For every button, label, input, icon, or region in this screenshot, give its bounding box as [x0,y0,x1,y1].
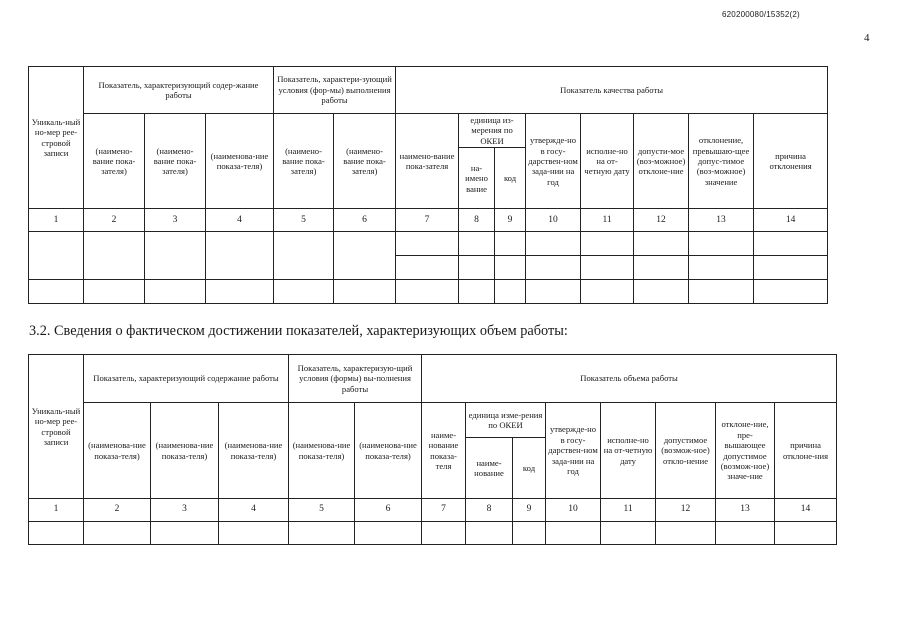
data-cell[interactable] [396,280,459,304]
data-cell[interactable] [754,280,828,304]
header-col-12: допустимое (возмож-ное) откло-нение [656,403,716,499]
column-number: 4 [206,209,274,232]
column-number: 14 [754,209,828,232]
column-number: 13 [716,499,775,522]
header-col-6: (наимено-вание пока-зателя) [334,114,396,209]
data-cell[interactable] [495,232,526,256]
header-col-8: на-имено вание [459,148,495,209]
column-number: 6 [355,499,422,522]
data-cell[interactable] [775,522,837,545]
column-number: 8 [466,499,513,522]
header-quality-indicator: Показатель качества работы [396,67,828,114]
column-number: 7 [396,209,459,232]
data-cell[interactable] [689,232,754,256]
column-number: 9 [495,209,526,232]
data-cell[interactable] [601,522,656,545]
header-content-indicator: Показатель, характеризующий содержание работы [84,355,289,403]
data-cell[interactable] [206,280,274,304]
data-cell[interactable] [754,232,828,256]
header-col-9: код [513,438,546,499]
header-volume-indicator: Показатель объема работы [422,355,837,403]
header-conditions-indicator: Показатель, характеризую-щий условия (формы) вы-полнения работы [289,355,422,403]
data-cell[interactable] [495,256,526,280]
header-conditions-indicator: Показатель, характери-зующий условия (фор-мы) выполнения работы [274,67,396,114]
column-number: 9 [513,499,546,522]
header-col-13: отклоне-ние, пре-вышающее допустимое (возмож-ное) значе-ние [716,403,775,499]
header-col-6: (наименова-ние показа-теля) [355,403,422,499]
data-cell[interactable] [634,232,689,256]
header-col-14: причина отклонения [754,114,828,209]
column-number: 2 [84,499,151,522]
data-cell[interactable] [716,522,775,545]
data-cell[interactable] [422,522,466,545]
data-cell[interactable] [581,280,634,304]
header-col-4: (наименова-ние показа-теля) [219,403,289,499]
column-number: 3 [151,499,219,522]
header-col-14: причина отклоне-ния [775,403,837,499]
header-col-13: отклонение, превышаю-щее допус-тимое (воз-можное) значение [689,114,754,209]
column-number: 14 [775,499,837,522]
header-col-10: утвержде-но в госу-дарствен-ном зада-нии на год [526,114,581,209]
data-cell[interactable] [274,232,334,280]
quality-indicators-table [28,66,828,304]
column-number: 13 [689,209,754,232]
header-col-3: (наименова-ние показа-теля) [151,403,219,499]
header-col-4: (наименова-ние показа-теля) [206,114,274,209]
header-col-5: (наименова-ние показа-теля) [289,403,355,499]
data-cell[interactable] [29,232,84,280]
header-col-7: наиме-нование показа-теля [422,403,466,499]
column-number: 12 [656,499,716,522]
data-cell[interactable] [151,522,219,545]
data-cell[interactable] [145,280,206,304]
data-cell[interactable] [526,256,581,280]
data-cell[interactable] [513,522,546,545]
data-cell[interactable] [84,522,151,545]
data-cell[interactable] [689,256,754,280]
data-cell[interactable] [459,280,495,304]
data-cell[interactable] [656,522,716,545]
data-cell[interactable] [581,256,634,280]
page-number: 4 [864,32,870,44]
data-cell[interactable] [634,280,689,304]
volume-indicators-table [28,354,837,545]
data-cell[interactable] [581,232,634,256]
header-col-11: исполне-но на от-четную дату [581,114,634,209]
header-col-5: (наимено-вание пока-зателя) [274,114,334,209]
data-cell[interactable] [396,232,459,256]
data-cell[interactable] [459,232,495,256]
data-cell[interactable] [84,280,145,304]
column-number: 5 [289,499,355,522]
header-col-9: код [495,148,526,209]
header-col-8: наиме-нование [466,438,513,499]
data-cell[interactable] [396,256,459,280]
header-col-11: исполне-но на от-четную дату [601,403,656,499]
column-number: 8 [459,209,495,232]
data-cell[interactable] [526,232,581,256]
data-cell[interactable] [145,232,206,280]
data-cell[interactable] [334,232,396,280]
data-cell[interactable] [289,522,355,545]
data-cell[interactable] [526,280,581,304]
header-col-2: (наименова-ние показа-теля) [84,403,151,499]
data-cell[interactable] [754,256,828,280]
data-cell[interactable] [634,256,689,280]
data-cell[interactable] [334,280,396,304]
section-title: 3.2. Сведения о фактическом достижении показателей, характеризующих объем работы: [29,323,568,339]
column-number: 7 [422,499,466,522]
column-number: 10 [526,209,581,232]
header-unit-okei: единица изме-рения по ОКЕИ [466,403,546,438]
header-content-indicator: Показатель, характеризующий содер-жание работы [84,67,274,114]
column-number: 10 [546,499,601,522]
column-number: 3 [145,209,206,232]
header-unique-number: Уникаль-ный но-мер рее-стровой записи [29,67,84,209]
data-cell[interactable] [274,280,334,304]
header-col-12: допусти-мое (воз-можное) отклоне-ние [634,114,689,209]
column-number: 11 [581,209,634,232]
data-cell[interactable] [546,522,601,545]
header-col-10: утвержде-но в госу-дарствен-ном зада-нии на год [546,403,601,499]
column-number: 2 [84,209,145,232]
header-col-3: (наимено-вание пока-зателя) [145,114,206,209]
header-col-7: наимено-вание пока-зателя [396,114,459,209]
data-cell[interactable] [29,280,84,304]
data-cell[interactable] [495,280,526,304]
data-cell[interactable] [219,522,289,545]
column-number: 1 [29,209,84,232]
data-cell[interactable] [29,522,84,545]
data-cell[interactable] [206,232,274,280]
column-number: 4 [219,499,289,522]
column-number: 6 [334,209,396,232]
column-number: 1 [29,499,84,522]
data-cell[interactable] [459,256,495,280]
header-col-2: (наимено-вание пока-зателя) [84,114,145,209]
data-cell[interactable] [84,232,145,280]
data-cell[interactable] [689,280,754,304]
column-number: 12 [634,209,689,232]
column-number: 11 [601,499,656,522]
document-id: 620200080/15352(2) [722,10,800,19]
header-unit-okei: единица из-мерения по ОКЕИ [459,114,526,148]
data-cell[interactable] [355,522,422,545]
data-cell[interactable] [466,522,513,545]
header-unique-number: Уникаль-ный но-мер рее-стровой записи [29,355,84,499]
column-number: 5 [274,209,334,232]
